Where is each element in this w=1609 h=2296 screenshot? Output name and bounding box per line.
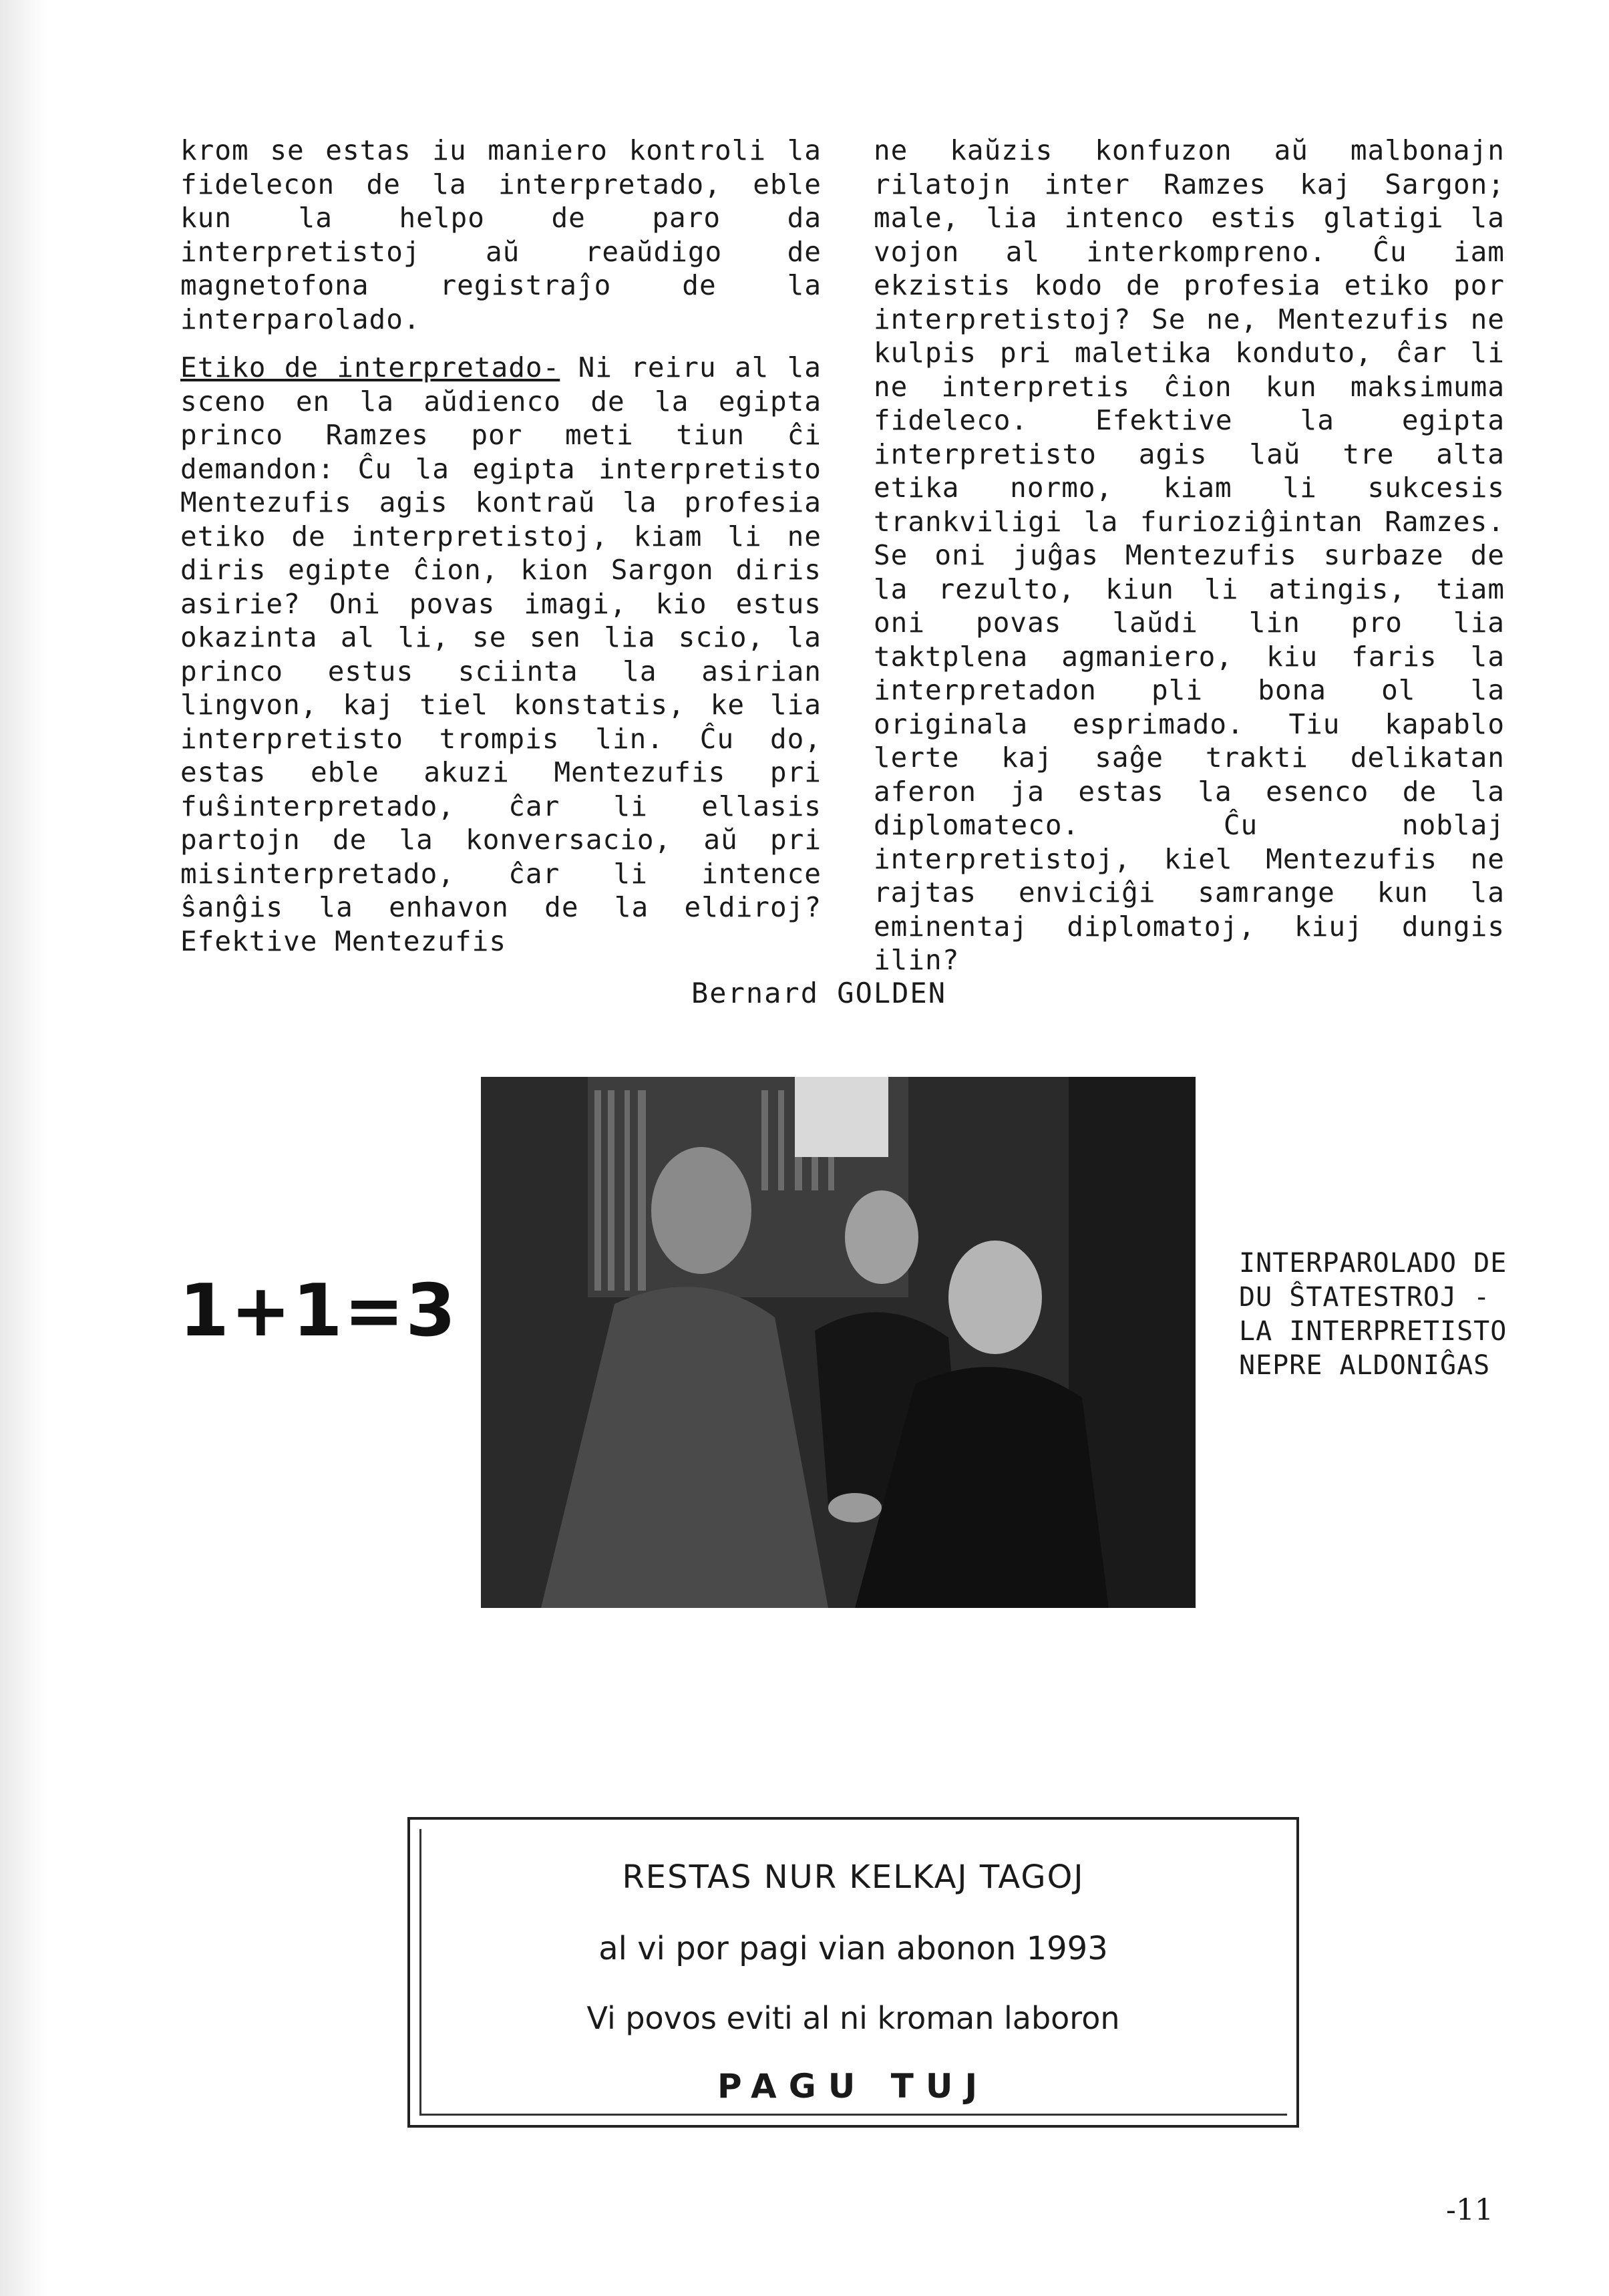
page-edge-shadow <box>0 0 47 2296</box>
article-paragraph <box>180 351 822 958</box>
notice-call-to-action: PAGU TUJ <box>717 2067 990 2106</box>
page-number: -11 <box>1446 2193 1493 2227</box>
news-photo <box>481 1077 1196 1608</box>
caption-line: DU ŜTATESTROJ - <box>1239 1282 1491 1313</box>
caption-line: NEPRE ALDONIĜAS <box>1239 1350 1491 1381</box>
notice-text: al vi por pagi vian abonon 1993 <box>598 1930 1108 1967</box>
photo-caption <box>1239 1247 1507 1383</box>
section-heading: Etiko de interpretado- <box>180 351 560 383</box>
logo-mark: 1+1=3 <box>179 1269 458 1353</box>
article-column-right <box>874 134 1505 977</box>
notice-headline: RESTAS NUR KELKAJ TAGOJ <box>622 1858 1085 1896</box>
photo-illustration <box>481 1077 1196 1608</box>
article-column-left <box>180 134 822 958</box>
subscription-notice-box <box>407 1817 1299 2128</box>
article-paragraph: krom se estas iu maniero kontroli la fidelecon de la interpretado, eble kun la helpo de paro da interpretistoj aŭ reaŭdigo de magnetofona registraĵo de la interparolado. <box>180 134 822 335</box>
notice-text: Vi povos eviti al ni kroman laboron <box>586 2000 1120 2036</box>
article-paragraph-text: Ni reiru al la sceno en la aŭdienco de la egipta princo Ramzes por meti tiun ĉi demandon: Ĉu la egipta interpretisto Mentezufis agis kontraŭ la profesia etiko de interpretistoj, kiam li ne diris egipte ĉion, kion Sargon diris asirie? Oni povas imagi, kio estus okazinta al li, se sen lia scio, la princo estus sciinta la asirian lingvon, kaj tiel konstatis, ke lia interpretisto trompis lin. Ĉu do, estas eble akuzi Mentezufis pri fuŝinterpretado, ĉar li ellasis partojn de la konversacio, aŭ pri misinterpretado, ĉar li intence ŝanĝis la enhavon de la eldiroj? Efektive Mentezufis <box>180 351 822 957</box>
caption-line: LA INTERPRETISTO <box>1239 1316 1507 1347</box>
caption-line: INTERPAROLADO DE <box>1239 1248 1507 1279</box>
author-byline: Bernard GOLDEN <box>691 977 947 1009</box>
article-paragraph: ne kaŭzis konfuzon aŭ malbonajn rilatojn inter Ramzes kaj Sargon; male, lia intenco estis glatigi la vojon al interkompreno. Ĉu iam ekzistis kodo de profesia etiko por interpretistoj? Se ne, Mentezufis ne kulpis pri maletika konduto, ĉar li ne interpretis ĉion kun maksimuma fideleco. Efektive la egipta interpretisto agis laŭ tre alta etika normo, kiam li sukcesis trankviligi la furioziĝintan Ramzes. Se oni juĝas Mentezufis surbaze de la rezulto, kiun li atingis, tiam oni povas laŭdi lin pro lia taktplena agmaniero, kiu faris la interpretadon pli bona ol la originala esprimado. Tiu kapablo lerte kaj saĝe trakti delikatan aferon ja estas la esenco de la diplomateco. Ĉu noblaj interpretistoj, kiel Mentezufis ne rajtas enviciĝi samrange kun la eminentaj diplomatoj, kiuj dungis ilin? <box>874 134 1505 976</box>
